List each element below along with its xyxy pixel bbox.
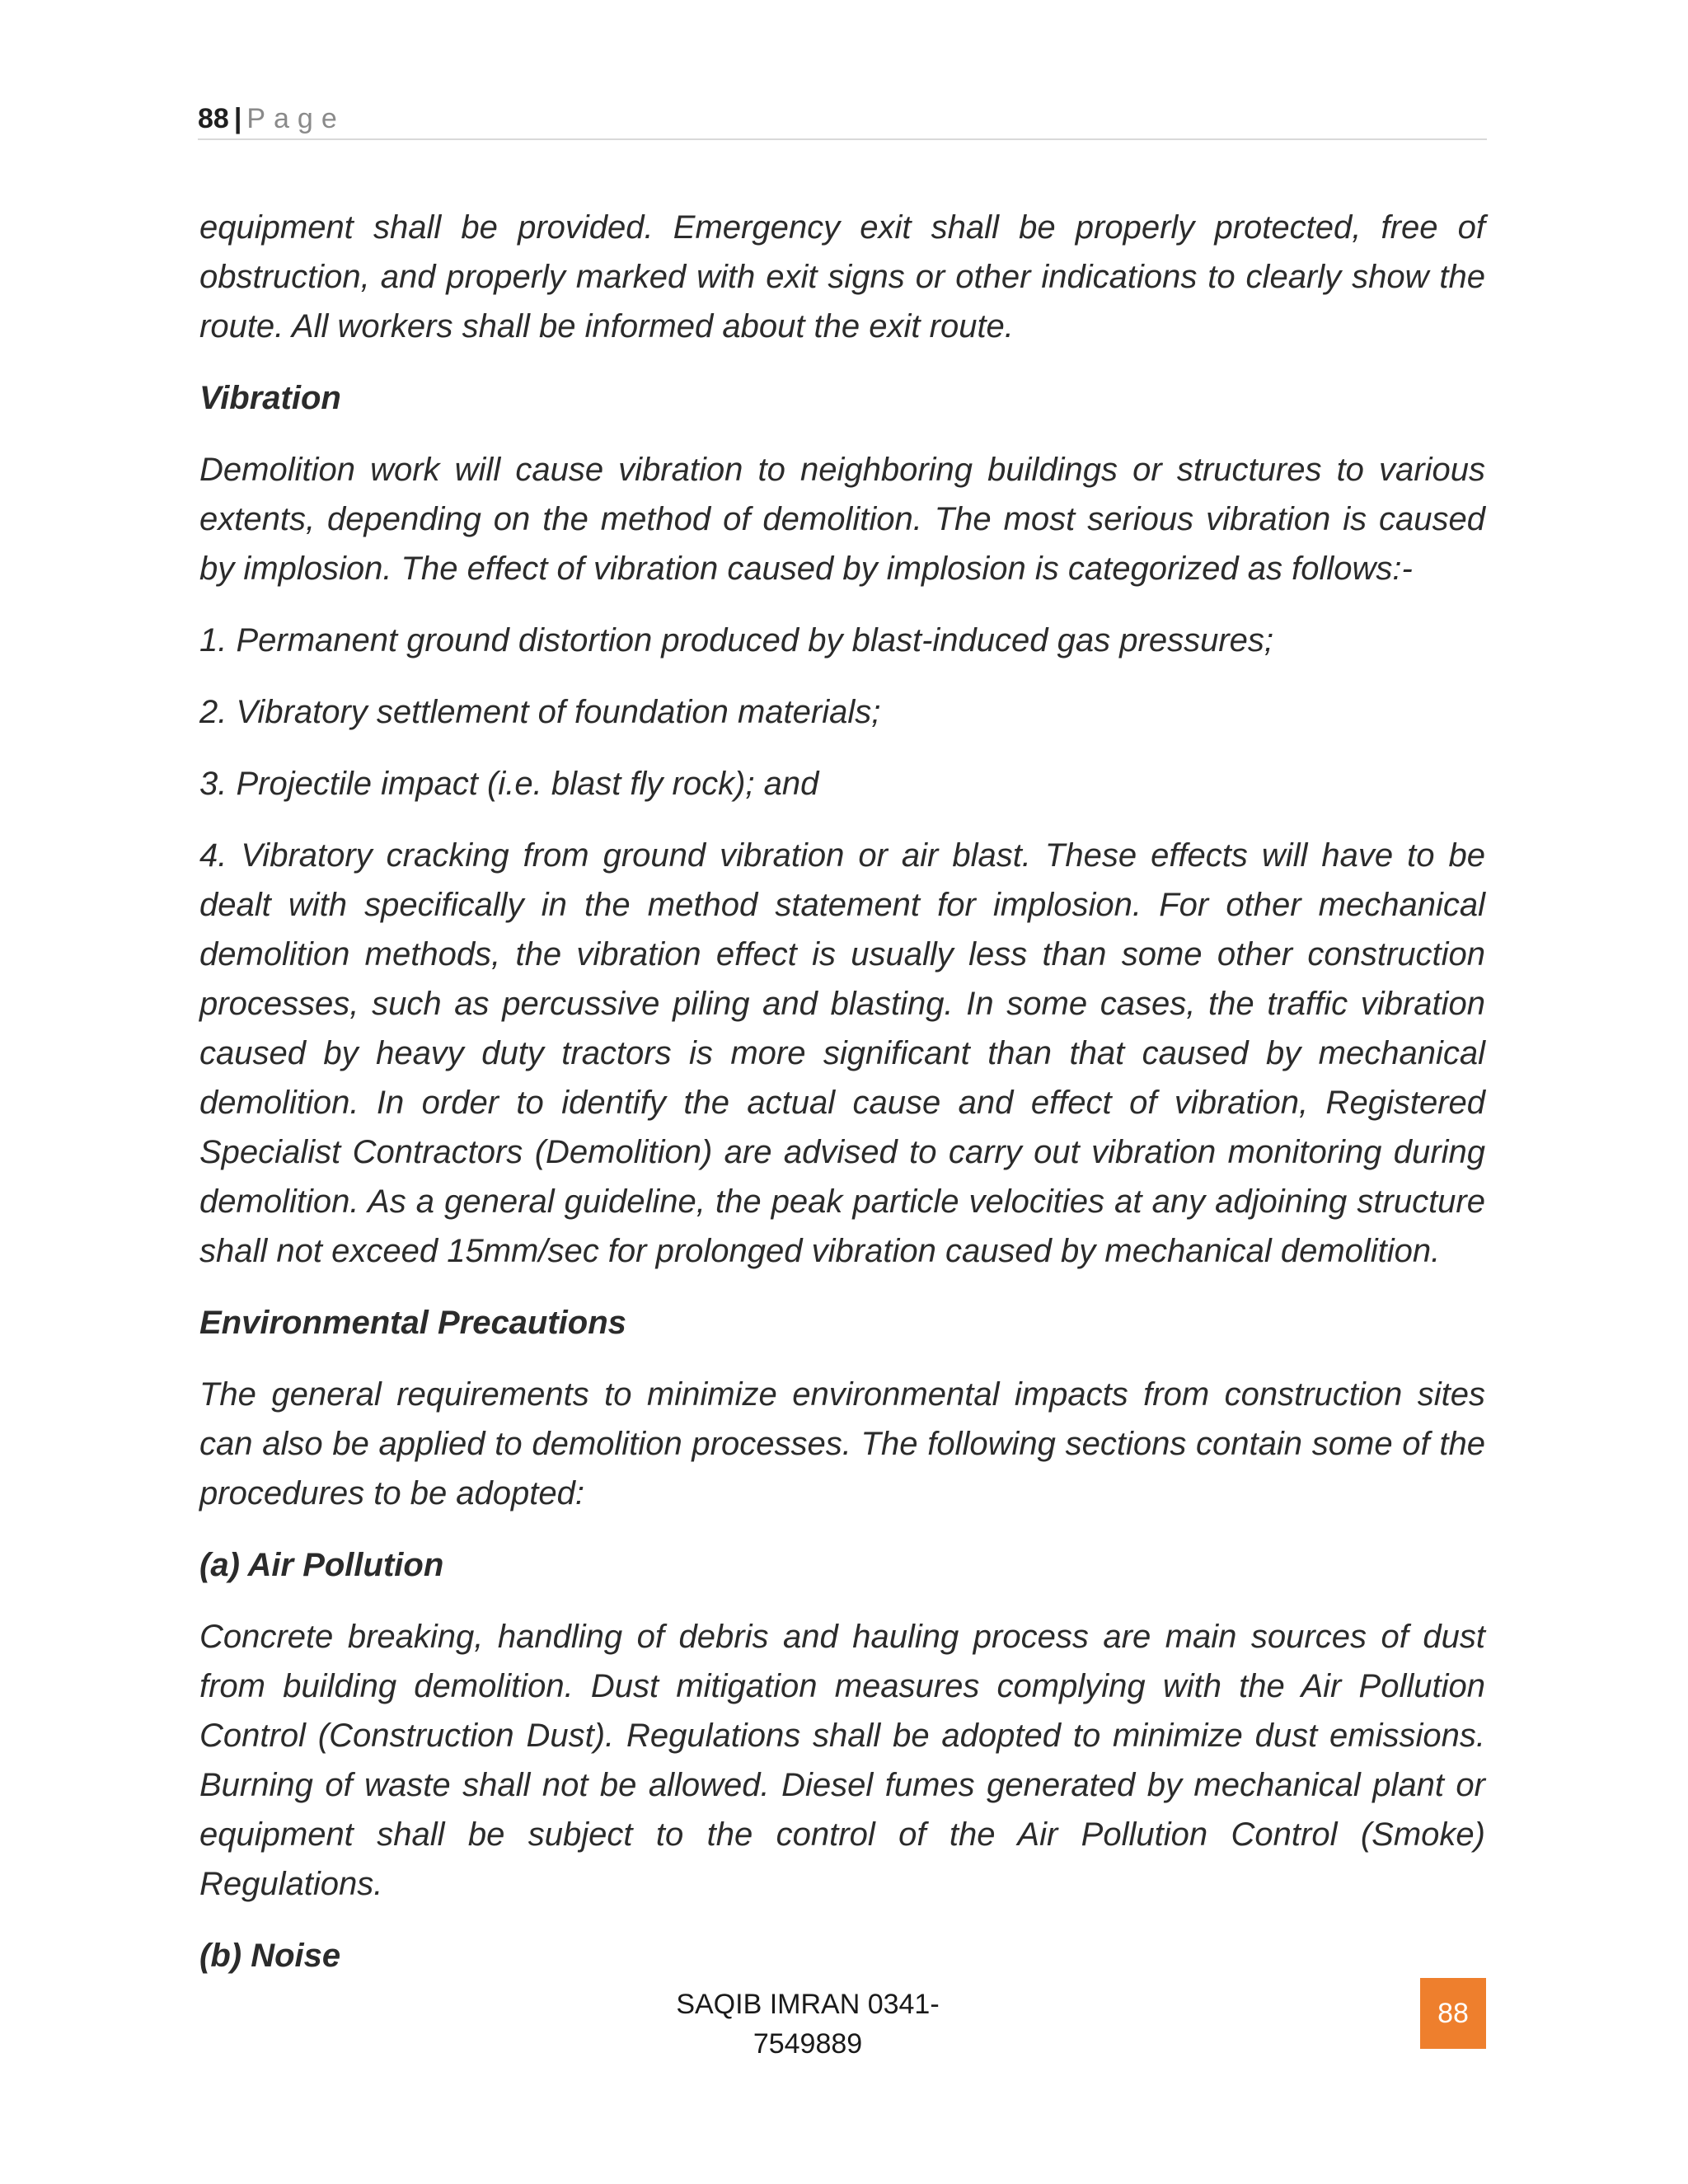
vibration-paragraph: Demolition work will cause vibration to neighboring buildings or structures to various extents, depending on the method of demolition. The most serious vibration is caused by implosion. The effect of vibration caused by implosion is categorized as follows:- [199,452,1485,587]
intro-paragraph: equipment shall be provided. Emergency exit shall be properly protected, free of obstruction, and properly marked with exit signs or other indications to clearly show the route. All workers shall be informed about the exit route. [199,209,1485,344]
footer-author: SAQIB IMRAN 0341-7549889 [676,1989,940,2060]
header-page-number: 88 [198,103,229,134]
vibration-heading: Vibration [199,380,341,416]
noise-heading: (b) Noise [199,1938,341,1974]
vibration-item-1: 1. Permanent ground distortion produced by blast-induced gas pressures; [199,622,1273,658]
air-pollution-paragraph: Concrete breaking, handling of debris and hauling process are main sources of dust from building demolition. Dust mitigation measures complying with the Air Pollution Control (Construction Dust). Regulations shall be adopted to minimize dust emissions. Burning of waste shall not be allowed. Diesel fumes generated by mechanical plant or equipment shall be subject to the control of the Air Pollution Control (Smoke) Regulations. [199,1619,1485,1902]
air-pollution-heading: (a) Air Pollution [199,1547,444,1583]
header-separator: | [233,103,242,134]
document-body [199,203,1485,2003]
header-page-word: Page [246,103,345,134]
vibration-item-4: 4. Vibratory cracking from ground vibration or air blast. These effects will have to be dealt with specifically in the method statement for implosion. For other mechanical demolition methods, the vibration effect is usually less than some other construction processes, such as percussive piling and blasting. In some cases, the traffic vibration caused by heavy duty tractors is more significant than that caused by mechanical demolition. In order to identify the actual cause and effect of vibration, Registered Specialist Contractors (Demolition) are advised to carry out vibration monitoring during demolition. As a general guideline, the peak particle velocities at any adjoining structure shall not exceed 15mm/sec for prolonged vibration caused by mechanical demolition. [199,837,1485,1269]
environmental-precautions-heading: Environmental Precautions [199,1305,626,1341]
environmental-precautions-paragraph: The general requirements to minimize environmental impacts from construction sites can also be applied to demolition processes. The following sections contain some of the procedures to be adopted: [199,1376,1485,1511]
vibration-item-3: 3. Projectile impact (i.e. blast fly rock); and [199,766,819,802]
footer-page-badge: 88 [1420,1978,1486,2049]
vibration-item-2: 2. Vibratory settlement of foundation materials; [199,694,881,730]
page-header [198,99,1487,140]
